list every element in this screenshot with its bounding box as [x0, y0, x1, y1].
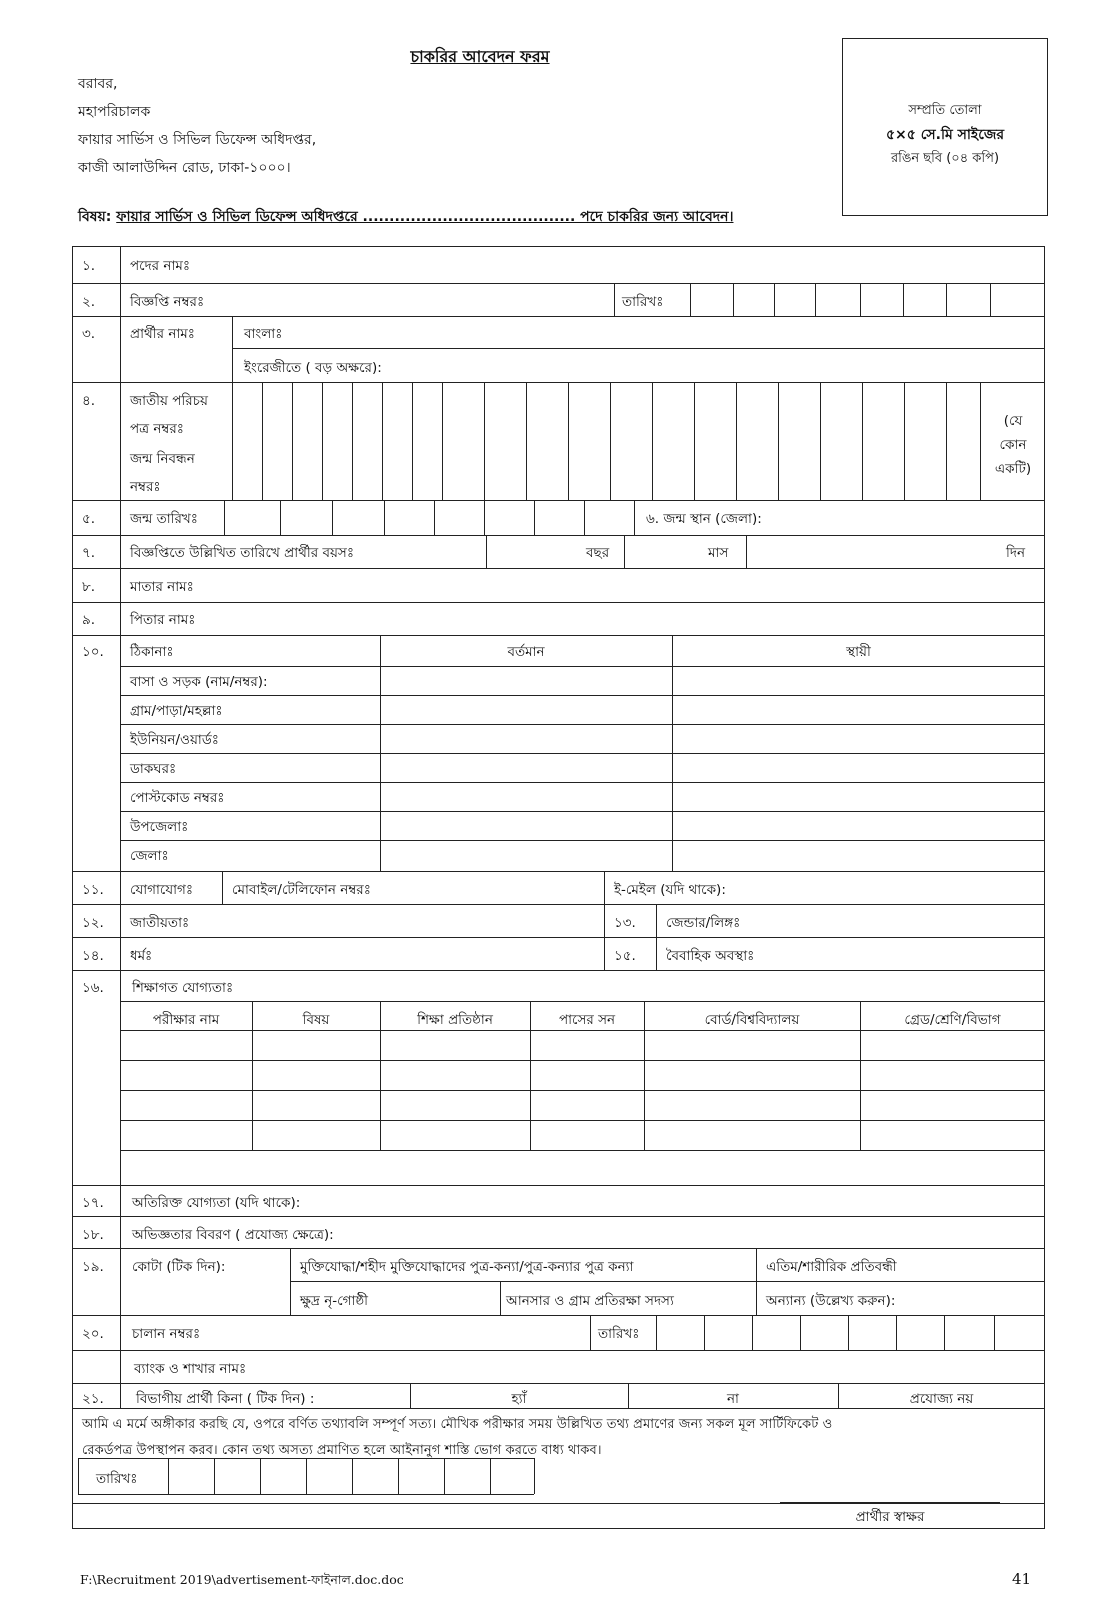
address-line-label[interactable]: বাসা ও সড়ক (নাম/নম্বর):	[130, 674, 268, 690]
departmental-na-option[interactable]: প্রযোজ্য নয়	[909, 1391, 974, 1407]
age-years-label[interactable]: বছর	[586, 545, 610, 561]
subject-text: ফায়ার সার্ভিস ও সিভিল ডিফেন্স অধিদপ্তরে ........................................ পদে চাকরির জন্য আবেদন।	[116, 209, 734, 225]
application-form	[72, 246, 1045, 1529]
quota-ethnic-minority-option[interactable]: ক্ষুদ্র নৃ-গোষ্ঠী	[300, 1293, 369, 1309]
notice-date-label[interactable]: তারিখঃ	[622, 294, 664, 310]
extra-qualification-field[interactable]: অতিরিক্ত যোগ্যতা (যদি থাকে):	[132, 1195, 301, 1211]
photo-note: সম্প্রতি তোলা	[908, 103, 982, 118]
row-number: ১.	[82, 258, 96, 274]
edu-column-header: পাসের সন	[558, 1012, 616, 1028]
row-number: ১৬.	[82, 980, 104, 996]
row-number: ৯.	[82, 612, 96, 628]
nationality-field[interactable]: জাতীয়তাঃ	[130, 915, 190, 931]
row-number: ৩.	[82, 326, 96, 342]
mother-name-field[interactable]: মাতার নামঃ	[130, 579, 194, 595]
religion-field[interactable]: ধর্মঃ	[130, 948, 153, 964]
education-label: শিক্ষাগত যোগ্যতাঃ	[132, 980, 234, 996]
birthplace-field[interactable]: ৬. জন্ম স্থান (জেলা):	[646, 511, 762, 527]
declaration-text: আমি এ মর্মে অঙ্গীকার করছি যে, ওপরে বর্ণিত তথ্যাবলি সম্পূর্ণ সত্য। মৌখিক পরীক্ষার সময় উল্লিখিত তথ্য প্রমাণের জন্য সকল মূল সার্টিফিকেট ও	[82, 1417, 833, 1432]
declaration-text: রেকর্ডপত্র উপস্থাপন করব। কোন তথ্য অসত্য প্রমাণিত হলে আইনানুগ শাস্তি ভোগ করতে বাধ্য থাকব।	[82, 1443, 602, 1458]
photo-copies: রঙিন ছবি (০৪ কপি)	[890, 151, 1000, 166]
any-one-note: একটি)	[994, 461, 1032, 477]
mobile-field[interactable]: মোবাইল/টেলিফোন নম্বরঃ	[232, 882, 371, 898]
age-days-label[interactable]: দিন	[1006, 545, 1026, 561]
experience-field[interactable]: অভিজ্ঞতার বিবরণ ( প্রযোজ্য ক্ষেত্রে):	[132, 1227, 334, 1243]
row-number: ১৯.	[82, 1259, 104, 1275]
subject-line	[78, 205, 734, 229]
bank-branch-field[interactable]: ব্যাংক ও শাখার নামঃ	[134, 1361, 247, 1377]
row-number: ১১.	[82, 882, 104, 898]
departmental-yes-option[interactable]: হ্যাঁ	[511, 1391, 527, 1407]
row-number: ১৭.	[82, 1195, 104, 1211]
departmental-label: বিভাগীয় প্রার্থী কিনা ( টিক দিন) :	[136, 1391, 315, 1407]
contact-label: যোগাযোগঃ	[130, 882, 194, 898]
form-title: চাকরির আবেদন ফরম	[410, 47, 550, 66]
quota-other-option[interactable]: অন্যান্য (উল্লেখ্য করুন):	[766, 1293, 896, 1309]
declaration-date-label[interactable]: তারিখঃ	[96, 1471, 138, 1487]
any-one-note: কোন	[999, 437, 1027, 453]
edu-column-header: শিক্ষা প্রতিষ্ঠান	[417, 1012, 493, 1028]
row-number: ২.	[82, 294, 96, 310]
row-number: ২১.	[82, 1391, 104, 1407]
post-name-field[interactable]: পদের নামঃ	[130, 258, 191, 274]
applicant-name-label: প্রার্থীর নামঃ	[130, 326, 195, 342]
edu-column-header: গ্রেড/শ্রেণি/বিভাগ	[904, 1012, 1001, 1028]
nid-label: জাতীয় পরিচয়	[130, 393, 208, 409]
address-line: মহাপরিচালক	[78, 104, 151, 120]
row-number: ২০.	[82, 1326, 104, 1342]
email-field[interactable]: ই-মেইল (যদি থাকে):	[614, 882, 726, 898]
address-line-label[interactable]: পোস্টকোড নম্বরঃ	[130, 790, 225, 806]
quota-orphan-disabled-option[interactable]: এতিম/শারীরিক প্রতিবন্ধী	[766, 1259, 897, 1275]
permanent-address-header: স্থায়ী	[846, 644, 871, 660]
age-months-label[interactable]: মাস	[708, 545, 729, 561]
row-number: ১৫.	[614, 948, 636, 964]
name-english-field[interactable]: ইংরেজীতে ( বড় অক্ষরে):	[244, 360, 382, 376]
present-address-header: বর্তমান	[507, 644, 545, 660]
father-name-field[interactable]: পিতার নামঃ	[130, 612, 196, 628]
address-line: ফায়ার সার্ভিস ও সিভিল ডিফেন্স অধিদপ্তর,	[78, 132, 317, 148]
gender-field[interactable]: জেন্ডার/লিঙ্গঃ	[666, 915, 741, 931]
quota-freedom-fighter-option[interactable]: মুক্তিযোদ্ধা/শহীদ মুক্তিযোদ্ধাদের পুত্র-কন্যা/পুত্র-কন্যার পুত্র কন্যা	[300, 1259, 634, 1275]
row-number: ১৮.	[82, 1227, 104, 1243]
address-line: কাজী আলাউদ্দিন রোড, ঢাকা-১০০০।	[78, 160, 291, 176]
challan-number-field[interactable]: চালান নম্বরঃ	[132, 1326, 201, 1342]
row-number: ৪.	[82, 393, 96, 409]
nid-label: পত্র নম্বরঃ	[130, 421, 185, 437]
row-number: ৫.	[82, 511, 96, 527]
age-label: বিজ্ঞপ্তিতে উল্লিখিত তারিখে প্রার্থীর বয়সঃ	[130, 545, 355, 561]
edu-column-header: পরীক্ষার নাম	[152, 1012, 220, 1028]
address-line-label[interactable]: ইউনিয়ন/ওয়ার্ডঃ	[130, 732, 219, 748]
subject-label: বিষয়:	[78, 209, 112, 225]
address-line-label[interactable]: ডাকঘরঃ	[130, 761, 177, 777]
address-label: ঠিকানাঃ	[130, 644, 174, 660]
row-number: ১২.	[82, 915, 104, 931]
challan-date-label[interactable]: তারিখঃ	[598, 1326, 640, 1342]
address-line-label[interactable]: জেলাঃ	[130, 848, 169, 864]
file-path-footer: F:\Recruitment 2019\advertisement-ফাইনাল.doc.doc	[80, 1572, 404, 1587]
quota-label: কোটা (টিক দিন):	[132, 1259, 226, 1275]
address-line: বরাবর,	[78, 76, 118, 92]
marital-status-field[interactable]: বৈবাহিক অবস্থাঃ	[666, 948, 755, 964]
row-number: ১৪.	[82, 948, 104, 964]
any-one-note: (যে	[1003, 413, 1023, 429]
row-number: ৮.	[82, 579, 96, 595]
row-number: ১০.	[82, 644, 104, 660]
edu-column-header: বিষয়	[302, 1012, 330, 1028]
address-line-label[interactable]: উপজেলাঃ	[130, 819, 189, 835]
photo-box[interactable]	[842, 38, 1048, 216]
departmental-no-option[interactable]: না	[727, 1391, 739, 1407]
birth-reg-label: নম্বরঃ	[130, 479, 161, 495]
notice-number-field[interactable]: বিজ্ঞপ্তি নম্বরঃ	[130, 294, 205, 310]
page-number: 41	[1012, 1570, 1032, 1588]
address-line-label[interactable]: গ্রাম/পাড়া/মহল্লাঃ	[130, 703, 223, 719]
applicant-signature-label[interactable]: প্রার্থীর স্বাক্ষর	[855, 1509, 925, 1525]
photo-size: ৫×৫ সে.মি সাইজের	[885, 127, 1005, 143]
quota-ansar-vdp-option[interactable]: আনসার ও গ্রাম প্রতিরক্ষা সদস্য	[506, 1293, 674, 1309]
row-number: ৭.	[82, 545, 96, 561]
dob-label: জন্ম তারিখঃ	[130, 511, 198, 527]
name-bangla-field[interactable]: বাংলাঃ	[244, 326, 283, 342]
row-number: ১৩.	[614, 915, 636, 931]
birth-reg-label: জন্ম নিবন্ধন	[130, 451, 195, 467]
edu-column-header: বোর্ড/বিশ্ববিদ্যালয়	[704, 1012, 800, 1028]
